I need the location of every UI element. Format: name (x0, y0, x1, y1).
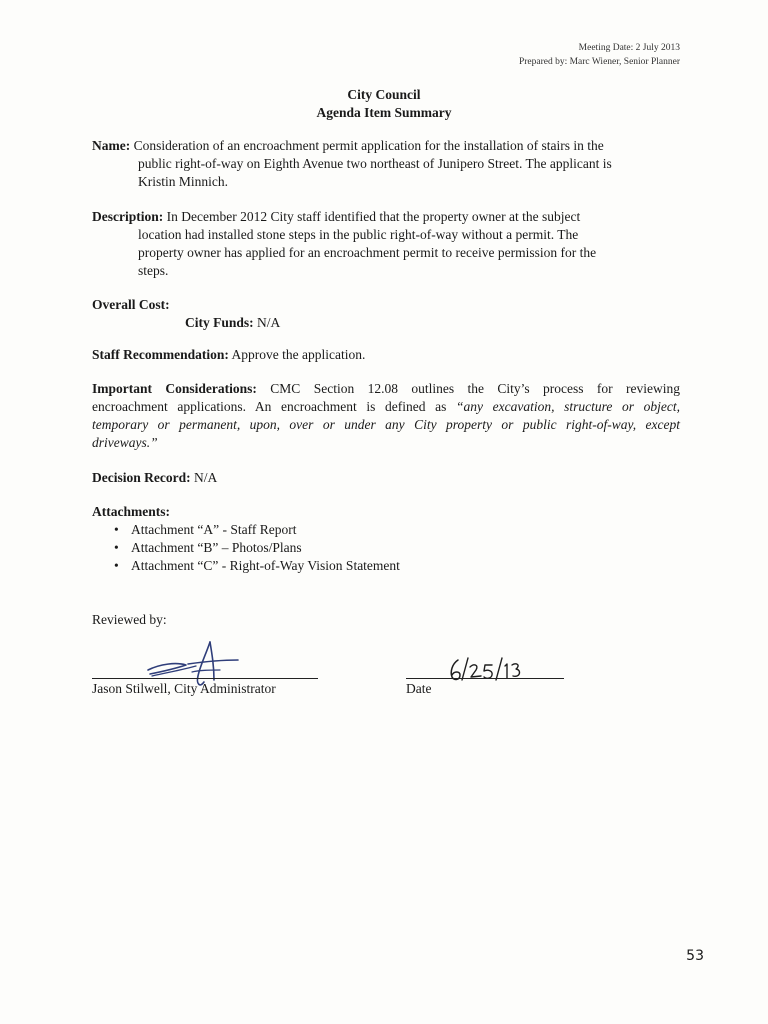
description-line-3: property owner has applied for an encroachment permit to receive permission for the (138, 245, 597, 260)
description-line-2: location had installed stone steps in the public right-of-way without a permit. The (138, 227, 579, 242)
title-line-2: Agenda Item Summary (316, 105, 452, 120)
important-considerations-label: Important Considerations: (92, 381, 257, 396)
name-line-2: public right-of-way on Eighth Avenue two northeast of Junipero Street. The applicant is (138, 156, 612, 171)
considerations-line-1-text: CMC Section 12.08 outlines the City’s process for reviewing (256, 381, 680, 396)
decision-record-section (92, 469, 680, 487)
title-line-1: City Council (347, 87, 421, 102)
considerations-line-3: temporary or permanent, upon, over or under any City property or public right-of-way, except (92, 417, 680, 432)
handwritten-date (446, 656, 522, 684)
attachment-item-b: • Attachment “B” – Photos/Plans (114, 539, 400, 557)
date-label: Date (406, 681, 432, 696)
decision-record-value: N/A (190, 470, 218, 485)
prepared-by: Prepared by: Marc Wiener, Senior Planner (518, 57, 680, 67)
attachments-label: Attachments: (92, 504, 170, 519)
name-line-1: Consideration of an encroachment permit application for the installation of stairs in the (130, 138, 604, 153)
city-funds-label: City Funds: (185, 315, 254, 330)
name-section (92, 137, 680, 191)
considerations-line-1 (92, 380, 680, 398)
signature-line (92, 678, 318, 679)
staff-recommendation-value: Approve the application. (228, 347, 366, 362)
attachments-list (114, 521, 400, 575)
meeting-date: Meeting Date: 2 July 2013 (578, 43, 680, 53)
city-funds-value: N/A (253, 315, 281, 330)
decision-record-label: Decision Record: (92, 470, 191, 485)
overall-cost-label: Overall Cost: (92, 297, 170, 312)
page-number: 53 (686, 948, 704, 964)
date-line (406, 678, 564, 679)
city-funds-row (92, 314, 680, 332)
overall-cost-section (92, 296, 680, 332)
reviewed-by-label: Reviewed by: (92, 612, 167, 627)
attachment-item-a: • Attachment “A” - Staff Report (114, 521, 400, 539)
document-title (0, 86, 768, 122)
signer-name: Jason Stilwell, City Administrator (92, 681, 276, 696)
considerations-line-4: driveways.” (92, 435, 158, 450)
considerations-line-2 (92, 398, 680, 416)
considerations-line-2-quote: “any excavation, structure or object, (455, 399, 680, 414)
description-line-4: steps. (138, 263, 169, 278)
name-label: Name: (92, 138, 131, 153)
considerations-line-2-text: encroachment applications. An encroachment is defined as (92, 399, 456, 414)
staff-recommendation-section (92, 346, 680, 364)
attachments-heading (92, 503, 680, 521)
staff-recommendation-label: Staff Recommendation: (92, 347, 229, 362)
description-line-1: In December 2012 City staff identified that the property owner at the subject (163, 209, 581, 224)
important-considerations-section (92, 380, 680, 452)
description-label: Description: (92, 209, 164, 224)
attachment-item-c: • Attachment “C” - Right-of-Way Vision Statement (114, 557, 400, 575)
name-line-3: Kristin Minnich. (138, 174, 228, 189)
document-header (519, 41, 680, 69)
description-section (92, 208, 680, 280)
